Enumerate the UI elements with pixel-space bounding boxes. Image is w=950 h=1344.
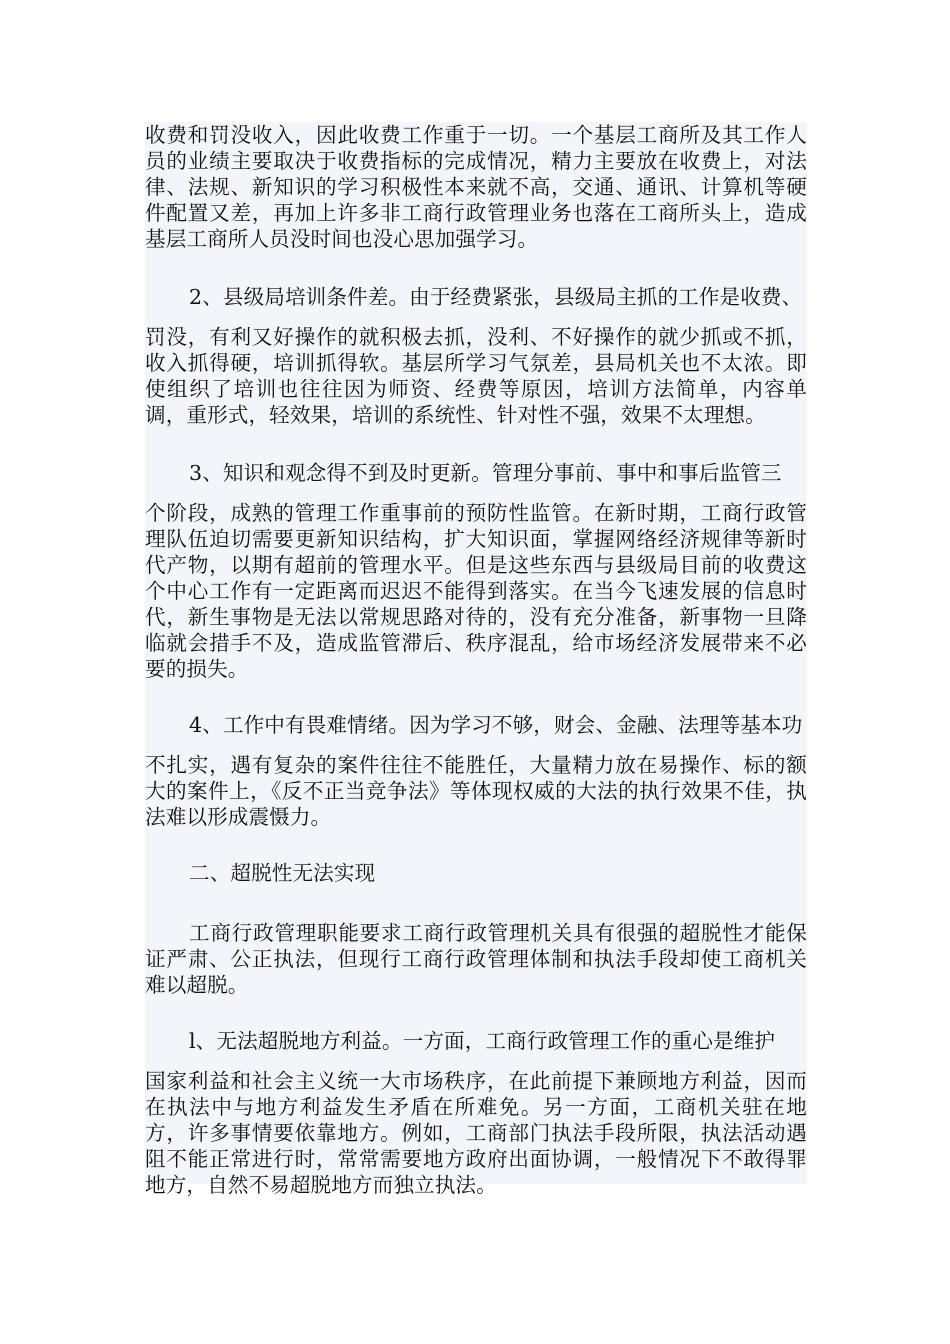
paragraph-continuation: 个阶段，成熟的管理工作重事前的预防性监管。在新时期，工商行政管理队伍迫切需要更新知识结构，扩大知识面，掌握网络经济规律等新时代产物，以期有超前的管理水平。但是这些东西与县级局目前的收费这个中心工作有一定距离而迟迟不能得到落实。在当今飞速发展的信息时代，新生事物是无法以常规思路对待的，没有充分准备，新事物一旦降临就会措手不及，造成监管滞后、秩序混乱，给市场经济发展带来不必要的损失。 bbox=[145, 501, 807, 681]
paragraph-first-line: l、无法超脱地方利益。一方面，工商行政管理工作的重心是维护 bbox=[189, 1029, 776, 1053]
paragraph-fee-income: 收费和罚没收入，因此收费工作重于一切。一个基层工商所及其工作人员的业绩主要取决于收费指标的完成情况，精力主要放在收费上，对法律、法规、新知识的学习积极性本来就不高，交通、通讯、计算机等硬件配置又差，再加上许多非工商行政管理业务也落在工商所头上，造成基层工商所人员没时间也没心思加强学习。 bbox=[145, 123, 807, 251]
paragraph-first-line: 3、知识和观念得不到及时更新。管理分事前、事中和事后监管三 bbox=[189, 461, 782, 485]
paragraph-knowledge-update bbox=[145, 460, 807, 486]
paragraph-first-line: 2、县级局培训条件差。由于经费紧张，县级局主抓的工作是收费、 bbox=[189, 285, 803, 309]
paragraph-local-interests bbox=[145, 1028, 807, 1054]
paragraph-continuation: 国家利益和社会主义统一大市场秩序，在此前提下兼顾地方利益，因而在执法中与地方利益发生矛盾在所难免。另一方面，工商机关驻在地方，许多事情要依靠地方。例如，工商部门执法手段所限，执法活动遇阻不能正常进行时，常常需要地方政府出面协调，一般情况下不敢得罪地方，自然不易超脱地方而独立执法。 bbox=[145, 1069, 807, 1197]
section-heading: 二、超脱性无法实现 bbox=[189, 861, 376, 885]
paragraph-fear-of-difficulty bbox=[145, 712, 807, 738]
paragraph-continuation: 不扎实，遇有复杂的案件往往不能胜任，大量精力放在易操作、标的额大的案件上，《反不正当竞争法》等体现权威的大法的执行效果不佳，执法难以形成震慑力。 bbox=[145, 753, 807, 829]
paragraph-county-training bbox=[145, 284, 807, 310]
paragraph-first-line: 4、工作中有畏难情绪。因为学习不够，财会、金融、法理等基本功 bbox=[189, 713, 803, 737]
paragraph-detachment: 工商行政管理职能要求工商行政管理机关具有很强的超脱性才能保证严肃、公正执法，但现行工商行政管理体制和执法手段却使工商机关难以超脱。 bbox=[145, 921, 807, 997]
document-body bbox=[145, 122, 807, 1197]
paragraph-continuation: 罚没，有利又好操作的就积极去抓，没利、不好操作的就少抓或不抓，收入抓得硬，培训抓得软。基层所学习气氛差，县局机关也不太浓。即使组织了培训也往往因为师资、经费等原因，培训方法简单，内容单调，重形式，轻效果，培训的系统性、针对性不强，效果不太理想。 bbox=[145, 325, 807, 427]
